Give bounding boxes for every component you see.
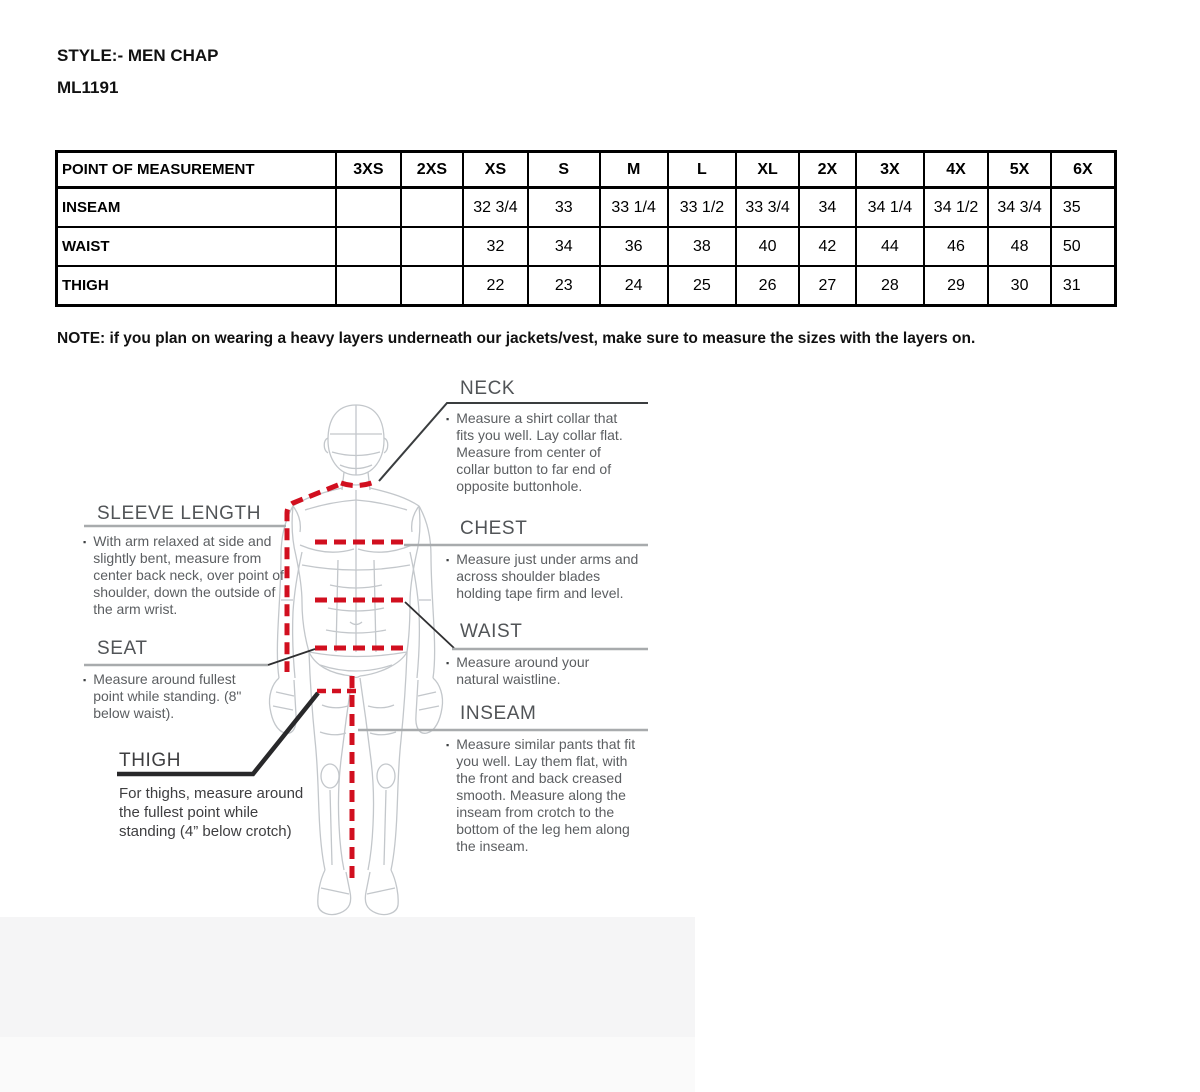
- sleeve-measure-line: [287, 485, 338, 672]
- column-header: 5X: [988, 152, 1050, 188]
- row-label: INSEAM: [57, 188, 337, 228]
- size-value: [336, 266, 401, 306]
- column-header: S: [528, 152, 600, 188]
- column-header: 3X: [856, 152, 924, 188]
- column-header: XL: [736, 152, 798, 188]
- header-row: [57, 152, 1116, 188]
- size-value: 25: [668, 266, 737, 306]
- inseam-instructions: Measure similar pants that fit you well. Lay them flat, with the front and back creased smooth. Measure along the inseam from crotch to the bottom of the leg hem along the inseam.: [456, 736, 636, 854]
- size-value: 46: [924, 227, 989, 266]
- size-value: [401, 266, 463, 306]
- column-header: M: [600, 152, 668, 188]
- size-value: [336, 227, 401, 266]
- neck-title: NECK: [460, 378, 516, 399]
- column-header: POINT OF MEASUREMENT: [57, 152, 337, 188]
- size-value: 31: [1051, 266, 1116, 306]
- column-header: 2XS: [401, 152, 463, 188]
- size-value: 22: [463, 266, 528, 306]
- column-header: 6X: [1051, 152, 1116, 188]
- bullet-icon: ▪: [83, 675, 87, 685]
- waist-instructions: Measure around your natural waistline.: [456, 654, 590, 687]
- bullet-icon: ▪: [83, 537, 87, 547]
- body-diagram: [0, 360, 700, 1092]
- size-value: 26: [736, 266, 798, 306]
- inseam-title: INSEAM: [460, 703, 537, 724]
- bullet-icon: ▪: [446, 658, 450, 668]
- column-header: 4X: [924, 152, 989, 188]
- size-value: 50: [1051, 227, 1116, 266]
- size-value: 27: [799, 266, 856, 306]
- size-value: 33 1/4: [600, 188, 668, 228]
- row-label: WAIST: [57, 227, 337, 266]
- table-row: [57, 227, 1116, 266]
- size-value: 44: [856, 227, 924, 266]
- size-value: 36: [600, 227, 668, 266]
- size-value: 34 1/2: [924, 188, 989, 228]
- table-row: [57, 188, 1116, 228]
- waist-callout-line: [405, 602, 454, 648]
- size-value: 34: [528, 227, 600, 266]
- thigh-instructions: For thighs, measure around the fullest point while standing (4” below crotch): [119, 785, 304, 840]
- column-header: L: [668, 152, 737, 188]
- bullet-icon: ▪: [446, 414, 450, 424]
- row-label: THIGH: [57, 266, 337, 306]
- size-value: 29: [924, 266, 989, 306]
- column-header: 2X: [799, 152, 856, 188]
- seat-title: SEAT: [97, 638, 148, 659]
- size-value: 40: [736, 227, 798, 266]
- size-value: [401, 188, 463, 228]
- chest-title: CHEST: [460, 518, 528, 539]
- table-row: [57, 266, 1116, 306]
- size-value: 48: [988, 227, 1050, 266]
- size-value: 42: [799, 227, 856, 266]
- style-line: STYLE:- MEN CHAP: [57, 46, 219, 65]
- size-value: 33: [528, 188, 600, 228]
- size-value: 33 1/2: [668, 188, 737, 228]
- size-value: 30: [988, 266, 1050, 306]
- size-value: 28: [856, 266, 924, 306]
- size-value: 34 3/4: [988, 188, 1050, 228]
- size-value: 23: [528, 266, 600, 306]
- seat-instructions: Measure around fullest point while standing. (8" below waist).: [93, 671, 242, 721]
- note-text: NOTE: if you plan on wearing a heavy layers underneath our jackets/vest, make sure to measure the sizes with the layers on.: [57, 330, 976, 347]
- bullet-icon: ▪: [446, 555, 450, 565]
- size-value: 24: [600, 266, 668, 306]
- size-chart-table: [55, 150, 1117, 307]
- sleeve-length-title: SLEEVE LENGTH: [97, 503, 262, 524]
- column-header: XS: [463, 152, 528, 188]
- thigh-title: THIGH: [119, 750, 182, 771]
- bullet-icon: ▪: [446, 740, 450, 750]
- size-value: 32 3/4: [463, 188, 528, 228]
- size-value: [401, 227, 463, 266]
- size-value: 34 1/4: [856, 188, 924, 228]
- size-value: 34: [799, 188, 856, 228]
- size-value: [336, 188, 401, 228]
- sleeve-length-instructions: With arm relaxed at side and slightly bent, measure from center back neck, over point of shoulder, down the outside of the arm wrist.: [93, 533, 284, 617]
- size-value: 33 3/4: [736, 188, 798, 228]
- size-value: 32: [463, 227, 528, 266]
- seat-callout-line: [268, 649, 315, 665]
- neck-instructions: Measure a shirt collar that fits you well. Lay collar flat. Measure from center of collar button to far end of opposite buttonhole.: [456, 410, 623, 494]
- waist-title: WAIST: [460, 621, 523, 642]
- column-header: 3XS: [336, 152, 401, 188]
- size-value: 35: [1051, 188, 1116, 228]
- size-value: 38: [668, 227, 737, 266]
- model-number: ML1191: [57, 78, 119, 97]
- chest-instructions: Measure just under arms and across shoulder blades holding tape firm and level.: [456, 551, 639, 601]
